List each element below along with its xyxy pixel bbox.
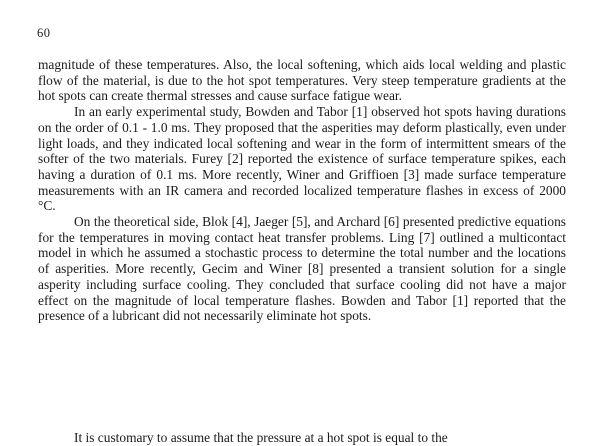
page-number: 60 [37,26,51,40]
paragraph-continuation: magnitude of these temperatures. Also, the local softening, which aids local welding and plastic flow of the material, is due to the hot spot temperatures. Very steep temperature gradients at the hot spots can create thermal stresses and cause surface fatigue wear. [38,57,566,104]
body-text [38,57,566,324]
paragraph-theoretical-side: On the theoretical side, Blok [4], Jaeger [5], and Archard [6] presented predictive equations for the temperatures in moving contact heat transfer problems. Ling [7] outlined a multicontact model in which he assumed a stochastic process to determine the total number and the locations of asperities. More recently, Gecim and Winer [8] presented a transient solution for a single asperity including surface cooling. They concluded that surface cooling did not have a major effect on the magnitude of local temperature flashes. Bowden and Tabor [1] reported that the presence of a lubricant did not necessarily eliminate hot spots. [38,214,566,324]
paragraph-experimental-study: In an early experimental study, Bowden and Tabor [1] observed hot spots having durations on the order of 0.1 - 1.0 ms. They proposed that the asperities may deform plastically, even under light loads, and they indicated local softening and wear in the form of intermittent smears of the softer of the two materials. Furey [2] reported the existence of surface temperature spikes, each having a duration of 0.1 ms. More recently, Winer and Griffioen [3] made surface temperature measurements with an IR camera and recorded localized temperature flashes in excess of 2000 °C. [38,104,566,214]
paragraph-cutoff-line: It is customary to assume that the pressure at a hot spot is equal to the [74,430,448,445]
